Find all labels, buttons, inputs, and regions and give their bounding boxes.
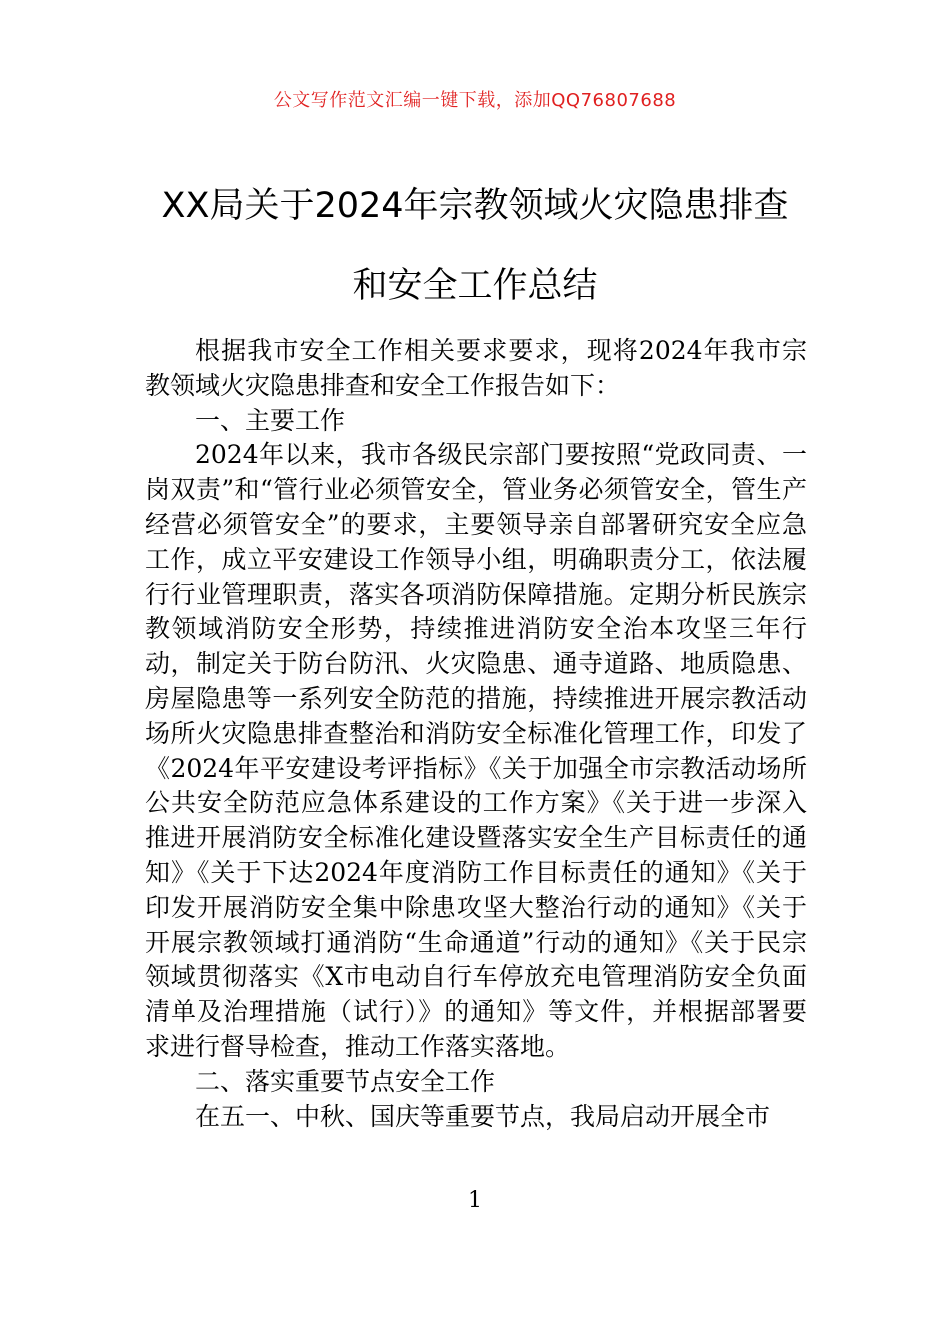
section-heading-main-work: 一、主要工作 (195, 405, 346, 435)
title-line-2: 和安全工作总结 (352, 266, 598, 306)
document-title (120, 166, 830, 326)
key-nodes-paragraph: 在五一、中秋、国庆等重要节点，我局启动开展全市 (195, 1101, 771, 1131)
document-body (145, 334, 807, 1134)
page-number: 1 (468, 1188, 482, 1213)
title-line-1: XX局关于2024年宗教领域火灾隐患排查 (161, 186, 789, 226)
section-heading-key-nodes: 二、落实重要节点安全工作 (195, 1066, 496, 1096)
main-work-paragraph: 2024年以来，我市各级民宗部门要按照“党政同责、一岗双责”和“管行业必须管安全，管业务必须管安全，管生产经营必须管安全”的要求，主要领导亲自部署研究安全应急工作，成立平安建设工作领导小组，明确职责分工，依法履行行业管理职责，落实各项消防保障措施。定期分析民族宗教领域消防安全形势，持续推进消防安全治本攻坚三年行动，制定关于防台防汛、火灾隐患、通寺道路、地质隐患、房屋隐患等一系列安全防范的措施，持续推进开展宗教活动场所火灾隐患排查整治和消防安全标准化管理工作，印发了《2024年平安建设考评指标》《关于加强全市宗教活动场所公共安全防范应急体系建设的工作方案》《关于进一步深入推进开展消防安全标准化建设暨落实安全生产目标责任的通知》《关于下达2024年度消防工作目标责任的通知》《关于印发开展消防安全集中除患攻坚大整治行动的通知》《关于开展宗教领域打通消防“生命通道”行动的通知》《关于民宗领域贯彻落实《X市电动自行车停放充电管理消防安全负面清单及治理措施（试行）》的通知》等文件，并根据部署要求进行督导检查，推动工作落实落地。 (145, 440, 807, 1061)
intro-paragraph: 根据我市安全工作相关要求要求，现将2024年我市宗教领域火灾隐患排查和安全工作报告如下： (145, 336, 807, 400)
watermark-text: 公文写作范文汇编一键下载，添加QQ76807688 (273, 90, 677, 111)
